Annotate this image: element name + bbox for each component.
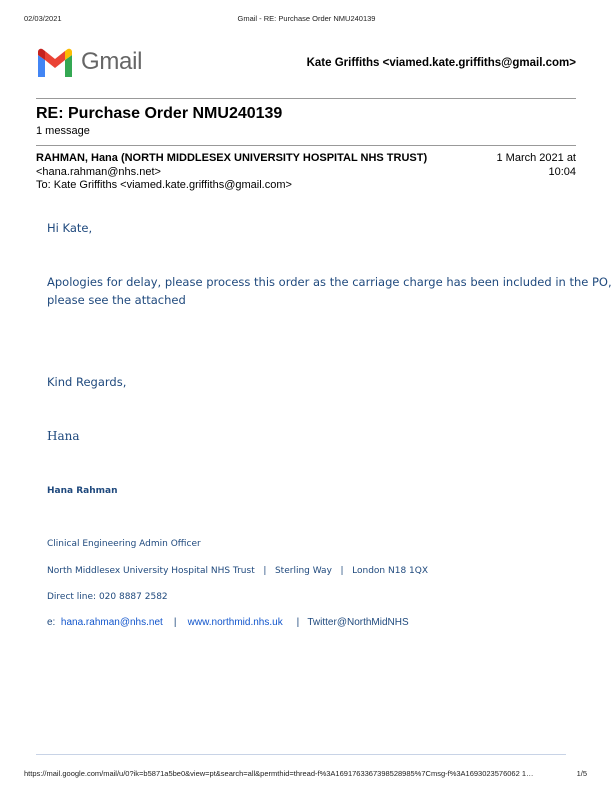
twitter-link[interactable]: Twitter@NorthMidNHS (307, 617, 409, 628)
header-divider (36, 98, 576, 99)
signature-role: Clinical Engineering Admin Officer (47, 539, 201, 549)
print-title: Gmail - RE: Purchase Order NMU240139 (237, 14, 376, 23)
signature-org: North Middlesex University Hospital NHS Trust (47, 566, 255, 576)
print-date: 02/03/2021 (24, 14, 62, 23)
signature-address (47, 566, 428, 576)
subject-divider (36, 145, 576, 146)
message-time: 10:04 (548, 166, 576, 178)
print-url: https://mail.google.com/mail/u/0?ik=b5871a5be0&view=pt&search=all&permthid=thread-f%3A1691763367398528985%7Cmsg-f%3A1693023576062 1… (24, 769, 534, 778)
gmail-logo-icon (36, 48, 74, 78)
sign-off: Hana (47, 429, 80, 443)
separator: | (340, 566, 344, 576)
message-date: 1 March 2021 at (496, 152, 576, 164)
website-link[interactable]: www.northmid.nhs.uk (187, 617, 283, 628)
email-label: e: (47, 617, 56, 628)
separator: | (263, 566, 267, 576)
body-end-divider (36, 754, 566, 755)
sender-name: RAHMAN, Hana (NORTH MIDDLESEX UNIVERSITY HOSPITAL NHS TRUST) (36, 152, 428, 164)
separator: | (173, 617, 177, 628)
signature-phone: Direct line: 020 8887 2582 (47, 592, 168, 602)
signature-name: Hana Rahman (47, 486, 118, 496)
sender-email: <hana.rahman@nhs.net> (36, 166, 161, 178)
body-paragraph-line2: please see the attached (47, 293, 186, 307)
separator: | (296, 617, 300, 628)
page-number: 1/5 (576, 769, 587, 778)
signature-contacts (47, 617, 409, 628)
account-label: Kate Griffiths <viamed.kate.griffiths@gmail.com> (306, 57, 576, 69)
greeting: Hi Kate, (47, 221, 93, 235)
body-paragraph-line1: Apologies for delay, please process this order as the carriage charge has been included in the PO, (47, 275, 612, 289)
gmail-logo-text: Gmail (81, 48, 143, 75)
email-link[interactable]: hana.rahman@nhs.net (60, 617, 163, 628)
message-count: 1 message (36, 125, 90, 137)
thread-subject: RE: Purchase Order NMU240139 (36, 105, 283, 122)
signature-city: London N18 1QX (352, 566, 429, 576)
recipient-line: To: Kate Griffiths <viamed.kate.griffiths@gmail.com> (36, 179, 292, 191)
signature-street: Sterling Way (274, 566, 332, 576)
closing-regards: Kind Regards, (47, 375, 127, 389)
